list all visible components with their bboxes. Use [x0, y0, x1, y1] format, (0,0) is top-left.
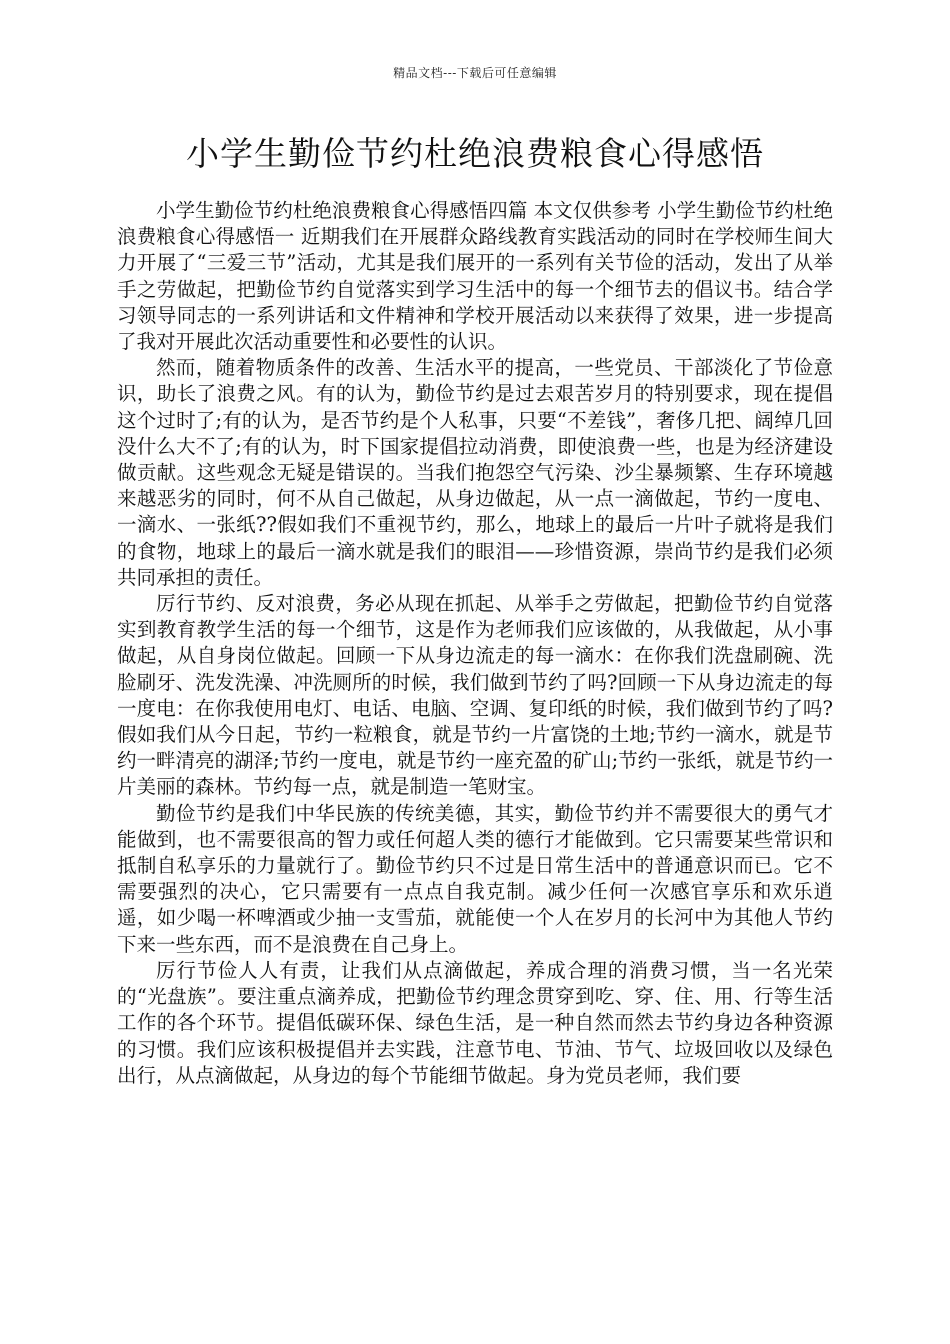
paragraph: 厉行节俭人人有责，让我们从点滴做起，养成合理的消费习惯，当一名光荣的“光盘族”。要注重点滴养成，把勤俭节约理念贯穿到吃、穿、住、用、行等生活工作的各个环节。提倡低碳环保、绿色生活，是一种自然而然去节约身边各种资源的习惯。我们应该积极提倡并去实践，注意节电、节油、节气、垃圾回收以及绿色出行，从点滴做起，从身边的每个节能细节做起。身为党员老师，我们要 — [117, 958, 833, 1087]
document-body — [117, 198, 833, 1089]
paragraph: 勤俭节约是我们中华民族的传统美德，其实，勤俭节约并不需要很大的勇气才能做到，也不需要很高的智力或任何超人类的德行才能做到。它只需要某些常识和抵制自私享乐的力量就行了。勤俭节约只不过是日常生活中的普通意识而已。它不需要强烈的决心，它只需要有一点点自我克制。减少任何一次感官享乐和欢乐逍遥，如少喝一杯啤酒或少抽一支雪茄，就能使一个人在岁月的长河中为其他人节约下来一些东西，而不是浪费在自己身上。 — [117, 801, 833, 956]
paragraph: 厉行节约、反对浪费，务必从现在抓起、从举手之劳做起，把勤俭节约自觉落实到教育教学生活的每一个细节，这是作为老师我们应该做的，从我做起，从小事做起，从自身岗位做起。回顾一下从身边流走的每一滴水：在你我们洗盘刷碗、洗脸刷牙、洗发洗澡、冲洗厕所的时候，我们做到节约了吗?回顾一下从身边流走的每一度电：在你我使用电灯、电话、电脑、空调、复印纸的时候，我们做到节约了吗?假如我们从今日起，节约一粒粮食，就是节约一片富饶的土地;节约一滴水，就是节约一畔清亮的湖泽;节约一度电，就是节约一座充盈的矿山;节约一张纸，就是节约一片美丽的森林。节约每一点，就是制造一笔财宝。 — [117, 592, 833, 799]
paragraph: 小学生勤俭节约杜绝浪费粮食心得感悟四篇 本文仅供参考 小学生勤俭节约杜绝浪费粮食心得感悟一 近期我们在开展群众路线教育实践活动的同时在学校师生间大力开展了“三爱三节”活动，尤其是我们展开的一系列有关节俭的活动，发出了从举手之劳做起，把勤俭节约自觉落实到学习生活中的每一个细节去的倡议书。结合学习领导同志的一系列讲话和文件精神和学校开展活动以来获得了效果，进一步提高了我对开展此次活动重要性和必要性的认识。 — [117, 199, 833, 354]
document-title: 小学生勤俭节约杜绝浪费粮食心得感悟 — [186, 134, 764, 173]
header-note: 精品文档---下载后可任意编辑 — [393, 66, 557, 80]
paragraph: 然而，随着物质条件的改善、生活水平的提高，一些党员、干部淡化了节俭意识，助长了浪费之风。有的认为，勤俭节约是过去艰苦岁月的特别要求，现在提倡这个过时了;有的认为，是否节约是个人私事，只要“不差钱”，奢侈几把、阔绰几回没什么大不了;有的认为，时下国家提倡拉动消费，即使浪费一些，也是为经济建设做贡献。这些观念无疑是错误的。当我们抱怨空气污染、沙尘暴频繁、生存环境越来越恶劣的同时，何不从自己做起，从身边做起，从一点一滴做起，节约一度电、一滴水、一张纸??假如我们不重视节约，那么，地球上的最后一片叶子就将是我们的食物，地球上的最后一滴水就是我们的眼泪——珍惜资源，崇尚节约是我们必须共同承担的责任。 — [117, 356, 833, 589]
